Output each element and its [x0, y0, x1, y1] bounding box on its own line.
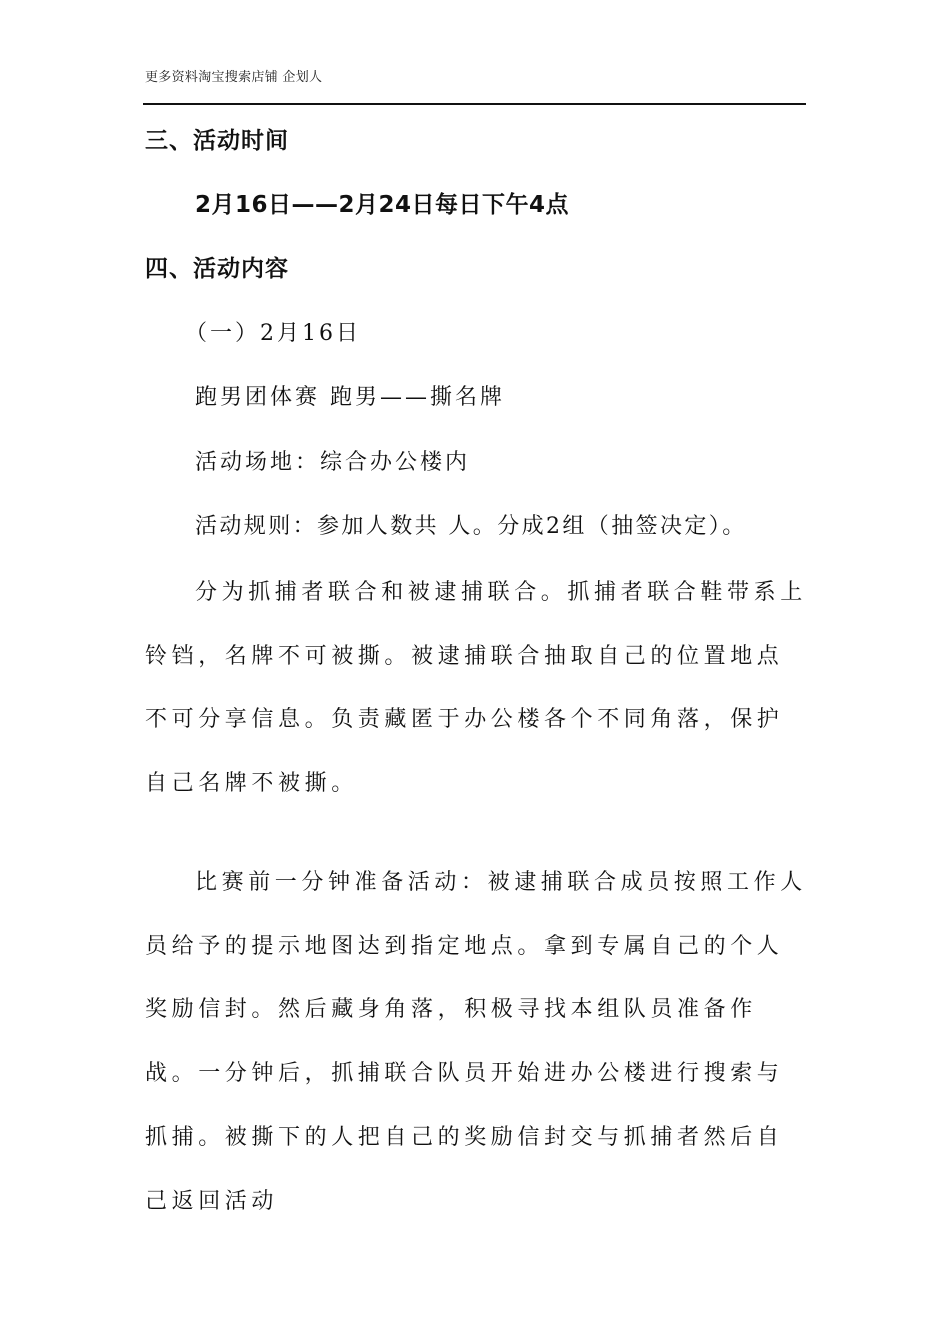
preparation-paragraph: 比赛前一分钟准备活动：被逮捕联合成员按照工作人员给予的提示地图达到指定地点。拿到专属自己的个人奖励信封。然后藏身角落，积极寻找本组队员准备作战。一分钟后，抓捕联合队员开始进办公楼进行搜索与抓捕。被撕下的人把自己的奖励信封交与抓捕者然后自己返回活动 [145, 870, 807, 1214]
activity-time: 2月16日——2月24日每日下午4点 [195, 192, 570, 218]
event-venue: 活动场地：综合办公楼内 [195, 450, 471, 475]
event-title: 跑男团体赛 跑男——撕名牌 [195, 385, 505, 410]
page-header: 更多资料淘宝搜索店铺 企划人 [145, 70, 323, 85]
day-label: （一）2月16日 [185, 321, 361, 346]
header-divider [143, 103, 806, 105]
event-rules: 活动规则：参加人数共 人。分成2组（抽签决定）。 [195, 514, 747, 539]
section-heading-content: 四、活动内容 [145, 256, 289, 282]
rules-paragraph: 分为抓捕者联合和被逮捕联合。抓捕者联合鞋带系上铃铛，名牌不可被撕。被逮捕联合抽取自己的位置地点不可分享信息。负责藏匿于办公楼各个不同角落，保护自己名牌不被撕。 [145, 580, 807, 797]
section-heading-time: 三、活动时间 [145, 128, 289, 154]
